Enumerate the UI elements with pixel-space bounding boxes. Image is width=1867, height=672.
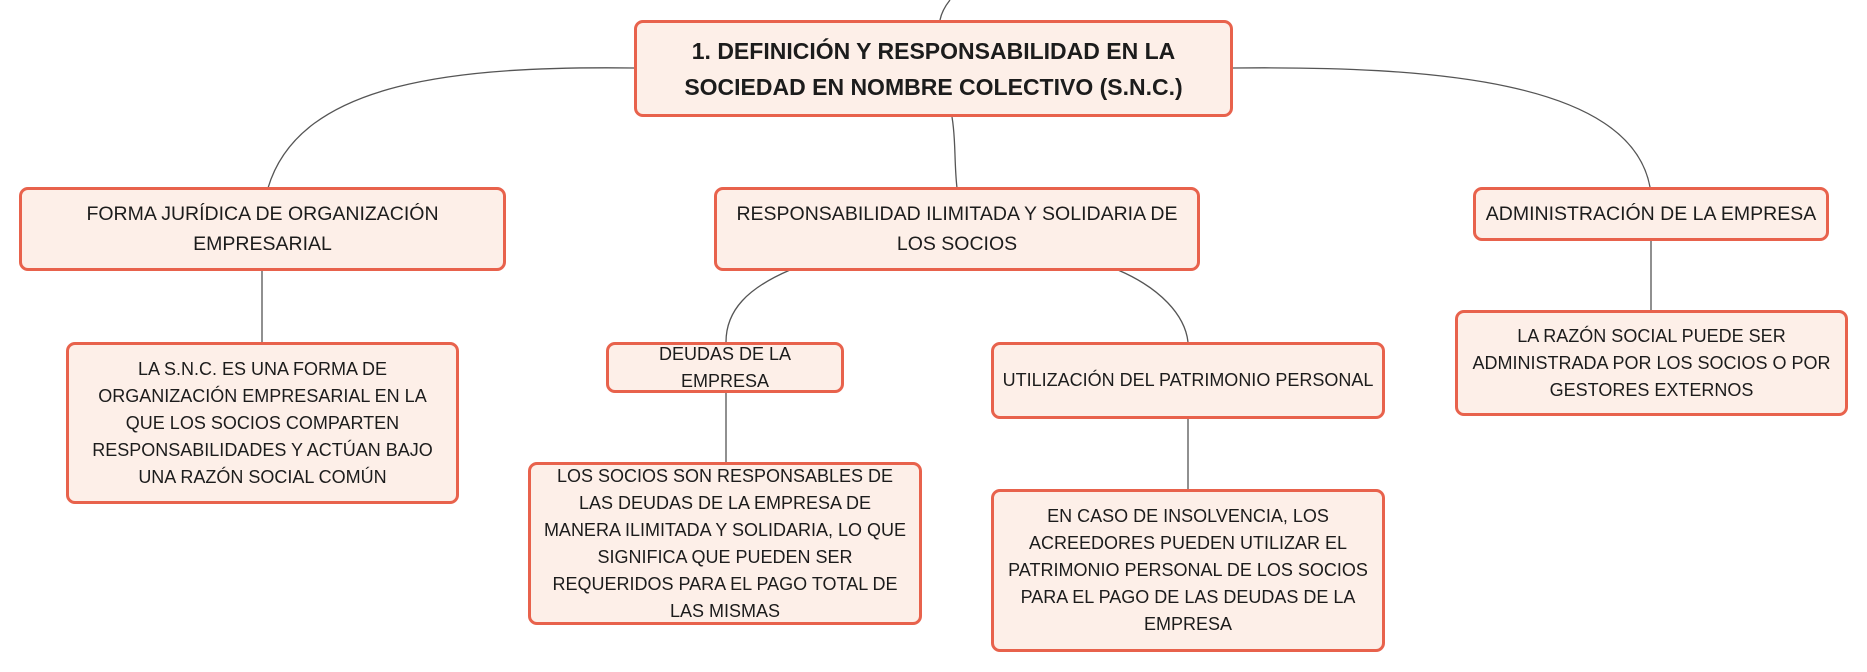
connector-root-administracion <box>1233 68 1650 187</box>
connector-root-responsabilidad <box>952 117 957 188</box>
root-topic-node[interactable] <box>634 20 1233 117</box>
forma-detail-node[interactable] <box>66 342 459 504</box>
deudas-detail-node[interactable] <box>528 462 922 625</box>
branch-administracion-node[interactable] <box>1473 187 1829 241</box>
administracion-detail-node[interactable] <box>1455 310 1848 416</box>
connector-responsabilidad-deudas <box>726 270 790 342</box>
forma-detail-text: LA S.N.C. ES UNA FORMA DE ORGANIZACIÓN EMPRESARIAL EN LA QUE LOS SOCIOS COMPARTEN RESPONSABILIDADES Y ACTÚAN BAJO UNA RAZÓN SOCIAL COMÚN <box>92 358 433 487</box>
root-topic-label: 1. DEFINICIÓN Y RESPONSABILIDAD EN LA SOCIEDAD EN NOMBRE COLECTIVO (S.N.C.) <box>684 37 1183 100</box>
connector-responsabilidad-patrimonio <box>1118 270 1188 342</box>
subtopic-deudas-node[interactable] <box>606 342 844 393</box>
subtopic-patrimonio-label: UTILIZACIÓN DEL PATRIMONIO PERSONAL <box>1002 370 1374 390</box>
connector-root-parent <box>940 0 950 20</box>
branch-forma-label: FORMA JURÍDICA DE ORGANIZACIÓN EMPRESARIAL <box>86 203 439 255</box>
subtopic-deudas-label: DEUDAS DE LA EMPRESA <box>658 343 792 391</box>
connector-root-forma <box>268 68 634 188</box>
patrimonio-detail-node[interactable] <box>991 489 1385 652</box>
administracion-detail-text: LA RAZÓN SOCIAL PUEDE SER ADMINISTRADA POR LOS SOCIOS O POR GESTORES EXTERNOS <box>1472 325 1831 400</box>
deudas-detail-text: LOS SOCIOS SON RESPONSABLES DE LAS DEUDAS DE LA EMPRESA DE MANERA ILIMITADA Y SOLIDARIA, LO QUE SIGNIFICA QUE PUEDEN SER REQUERIDOS PARA EL PAGO TOTAL DE LAS MISMAS <box>543 465 907 621</box>
branch-administracion-label: ADMINISTRACIÓN DE LA EMPRESA <box>1485 203 1817 225</box>
subtopic-patrimonio-node[interactable] <box>991 342 1385 419</box>
branch-responsabilidad-node[interactable] <box>714 187 1200 271</box>
branch-forma-node[interactable] <box>19 187 506 271</box>
branch-responsabilidad-label: RESPONSABILIDAD ILIMITADA Y SOLIDARIA DE LOS SOCIOS <box>736 203 1178 255</box>
patrimonio-detail-text: EN CASO DE INSOLVENCIA, LOS ACREEDORES PUEDEN UTILIZAR EL PATRIMONIO PERSONAL DE LOS SOCIOS PARA EL PAGO DE LAS DEUDAS DE LA EMPRESA <box>1008 506 1368 634</box>
